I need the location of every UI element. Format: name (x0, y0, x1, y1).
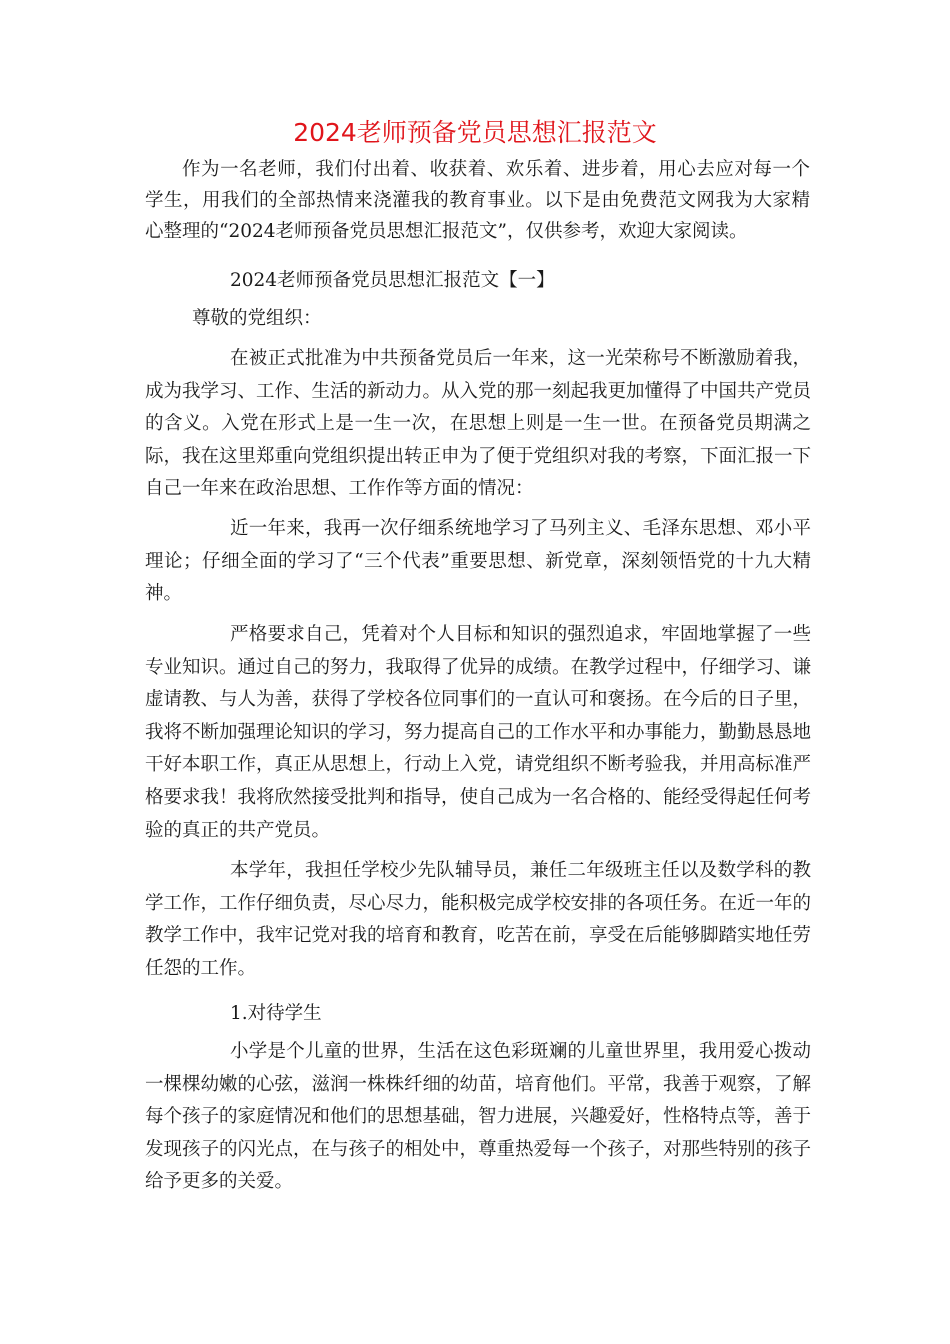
section-heading: 2024老师预备党员思想汇报范文【一】 (230, 270, 555, 291)
salutation: 尊敬的党组织： (192, 308, 322, 329)
subheading: 1.对待学生 (230, 1003, 322, 1024)
document-title: 2024老师预备党员思想汇报范文 (293, 118, 657, 147)
body-paragraph: 严格要求自己，凭着对个人目标和知识的强烈追求，牢固地掌握了一些专业知识。通过自己的努力，我取得了优异的成绩。在教学过程中，仔细学习、谦虚请教、与人为善，获得了学校各位同事们的一直认可和褒扬。在今后的日子里，我将不断加强理论知识的学习，努力提高自己的工作水平和办事能力，勤勤恳恳地干好本职工作，真正从思想上，行动上入党，请党组织不断考验我，并用高标准严格要求我！我将欣然接受批判和指导，使自己成为一名合格的、能经受得起任何考验的真正的共产党员。 (145, 624, 812, 841)
body-paragraph: 小学是个儿童的世界，生活在这色彩斑斓的儿童世界里，我用爱心拨动一棵棵幼嫩的心弦，滋润一株株纤细的幼苗，培育他们。平常，我善于观察，了解每个孩子的家庭情况和他们的思想基础，智力进展，兴趣爱好，性格特点等，善于发现孩子的闪光点，在与孩子的相处中，尊重热爱每一个孩子，对那些特别的孩子给予更多的关爱。 (145, 1041, 812, 1193)
body-paragraph: 本学年，我担任学校少先队辅导员，兼任二年级班主任以及数学科的教学工作，工作仔细负责，尽心尽力，能积极完成学校安排的各项任务。在近一年的教学工作中，我牢记党对我的培育和教育，吃苦在前，享受在后能够脚踏实地任劳任怨的工作。 (145, 860, 812, 979)
body-paragraph: 近一年来，我再一次仔细系统地学习了马列主义、毛泽东思想、邓小平理论；仔细全面的学习了“三个代表”重要思想、新党章，深刻领悟党的十九大精神。 (145, 518, 811, 605)
body-paragraph: 在被正式批准为中共预备党员后一年来，这一光荣称号不断激励着我，成为我学习、工作、生活的新动力。从入党的那一刻起我更加懂得了中国共产党员的含义。入党在形式上是一生一次，在思想上则是一生一世。在预备党员期满之际，我在这里郑重向党组织提出转正申为了便于党组织对我的考察，下面汇报一下自己一年来在政治思想、工作作等方面的情况： (145, 348, 812, 500)
intro-paragraph: 作为一名老师，我们付出着、收获着、欢乐着、进步着，用心去应对每一个学生，用我们的全部热情来浇灌我的教育事业。以下是由免费范文网我为大家精心整理的“2024老师预备党员思想汇报范文”，仅供参考，欢迎大家阅读。 (145, 159, 810, 242)
